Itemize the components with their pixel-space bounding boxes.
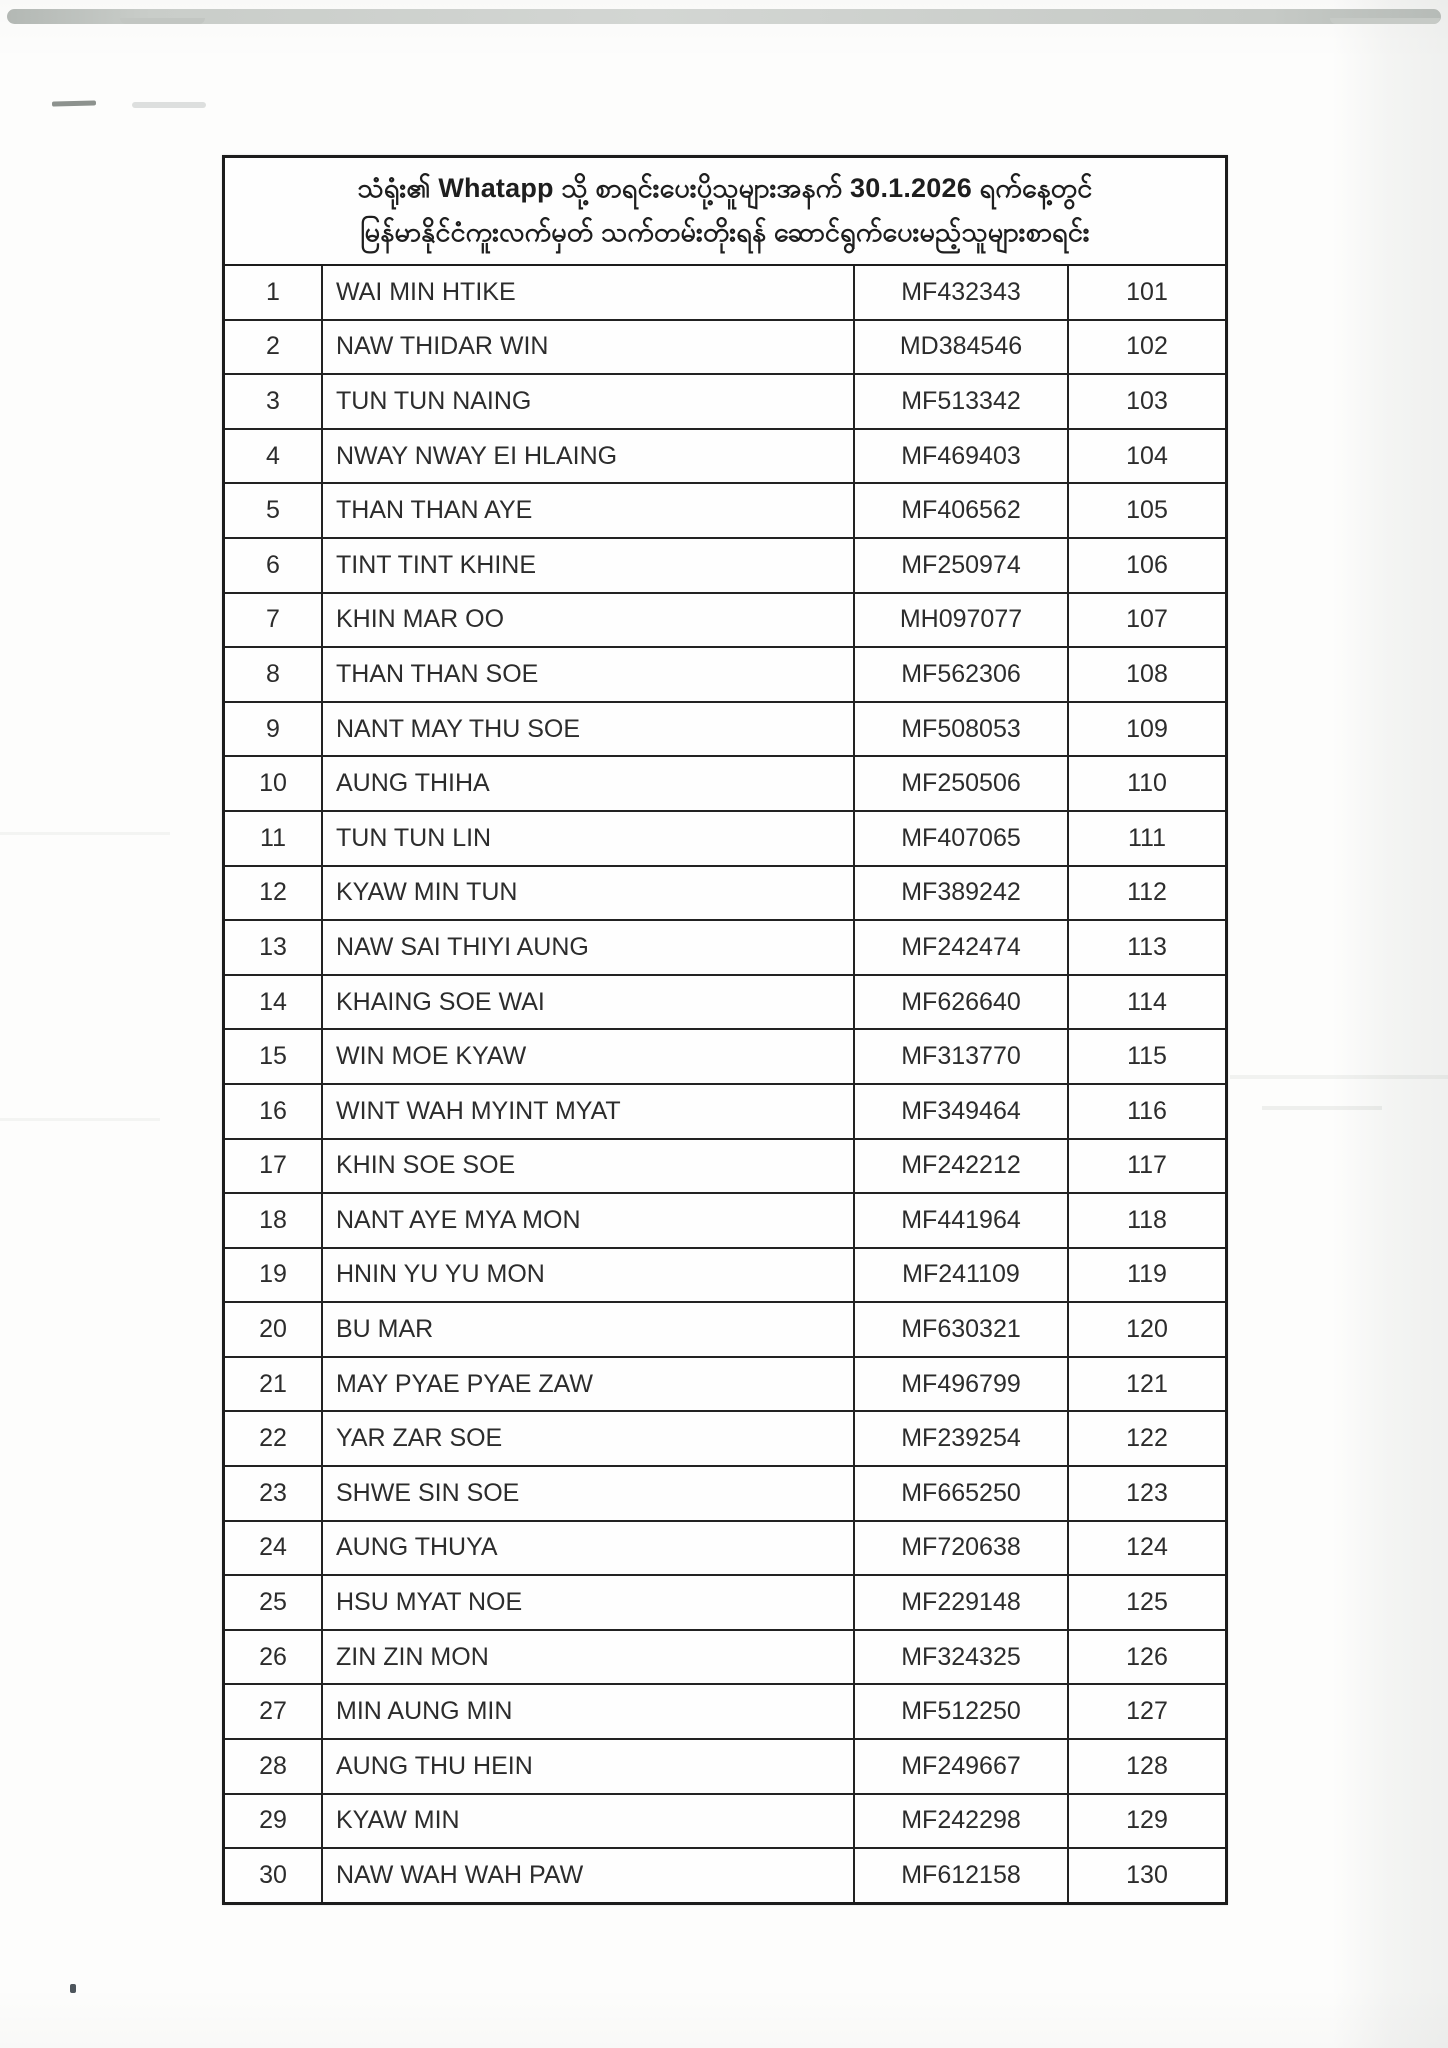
serial-number-cell: 112 [1067,867,1225,920]
passport-number-cell: MF389242 [853,867,1067,920]
scan-artifact-streak [1230,1075,1448,1079]
serial-number-cell: 119 [1067,1249,1225,1302]
passport-number-cell: MF250506 [853,757,1067,810]
passport-number-cell: MF665250 [853,1467,1067,1520]
serial-number-cell: 130 [1067,1849,1225,1902]
table-row [225,1356,1225,1411]
row-number-cell: 26 [259,1642,287,1671]
serial-number-cell: 122 [1067,1412,1225,1465]
table-row [225,755,1225,810]
row-number-cell: 8 [266,659,280,688]
table-row [225,1301,1225,1356]
row-number-cell: 17 [259,1151,287,1180]
person-name-cell: AUNG THUYA [321,1522,853,1575]
row-number-cell: 21 [259,1369,287,1398]
table-row [225,482,1225,537]
table-row [225,810,1225,865]
table-row [225,1847,1225,1902]
person-name-cell: THAN THAN AYE [321,484,853,537]
passport-number-cell: MF630321 [853,1303,1067,1356]
row-number-cell: 6 [266,550,280,579]
person-name-cell: BU MAR [321,1303,853,1356]
scan-artifact-dash [52,100,96,106]
serial-number-cell: 121 [1067,1358,1225,1411]
row-number-cell: 2 [266,332,280,361]
row-number-cell: 14 [259,987,287,1016]
serial-number-cell: 127 [1067,1685,1225,1738]
row-number-cell: 12 [259,878,287,907]
table-body [225,266,1225,1902]
row-number-cell: 16 [259,1096,287,1125]
passport-number-cell: MF242474 [853,921,1067,974]
table-row [225,1683,1225,1738]
table-title-line-1: သံရုံး၏ Whatapp သို့ စာရင်းပေးပို့သူများအနက် 30.1.2026 ရက်နေ့တွင် [357,173,1093,203]
passport-renewal-list-table [222,155,1228,1905]
table-row [225,1465,1225,1520]
passport-number-cell: MF324325 [853,1631,1067,1684]
scan-artifact-top-bar-notch-right [1330,18,1440,24]
person-name-cell: AUNG THU HEIN [321,1740,853,1793]
passport-number-cell: MF241109 [853,1249,1067,1302]
row-number-cell: 1 [266,277,280,306]
passport-number-cell: MF407065 [853,812,1067,865]
serial-number-cell: 110 [1067,757,1225,810]
serial-number-cell: 128 [1067,1740,1225,1793]
row-number-cell: 23 [259,1478,287,1507]
person-name-cell: WAI MIN HTIKE [321,266,853,319]
row-number-cell: 20 [259,1315,287,1344]
scan-artifact-streak [0,1118,160,1121]
serial-number-cell: 111 [1067,812,1225,865]
table-row [225,428,1225,483]
person-name-cell: MAY PYAE PYAE ZAW [321,1358,853,1411]
table-row [225,373,1225,428]
table-row [225,537,1225,592]
row-number-cell: 22 [259,1424,287,1453]
person-name-cell: YAR ZAR SOE [321,1412,853,1465]
row-number-cell: 28 [259,1751,287,1780]
passport-number-cell: MF229148 [853,1576,1067,1629]
serial-number-cell: 114 [1067,976,1225,1029]
person-name-cell: ZIN ZIN MON [321,1631,853,1684]
passport-number-cell: MF562306 [853,648,1067,701]
serial-number-cell: 115 [1067,1030,1225,1083]
person-name-cell: KYAW MIN [321,1795,853,1848]
row-number-cell: 5 [266,496,280,525]
table-row [225,701,1225,756]
passport-number-cell: MF250974 [853,539,1067,592]
row-number-cell: 7 [266,605,280,634]
person-name-cell: TUN TUN LIN [321,812,853,865]
table-row [225,1247,1225,1302]
table-row [225,319,1225,374]
row-number-cell: 10 [259,769,287,798]
table-row [225,646,1225,701]
passport-number-cell: MF512250 [853,1685,1067,1738]
person-name-cell: KHAING SOE WAI [321,976,853,1029]
scan-artifact-streak [1262,1106,1382,1110]
scan-artifact-top-bar [7,9,1441,24]
serial-number-cell: 109 [1067,703,1225,756]
passport-number-cell: MF441964 [853,1194,1067,1247]
row-number-cell: 24 [259,1533,287,1562]
passport-number-cell: MF239254 [853,1412,1067,1465]
serial-number-cell: 101 [1067,266,1225,319]
table-row [225,1738,1225,1793]
table-row [225,1410,1225,1465]
person-name-cell: KHIN SOE SOE [321,1140,853,1193]
row-number-cell: 25 [259,1588,287,1617]
passport-number-cell: MF313770 [853,1030,1067,1083]
row-number-cell: 29 [259,1806,287,1835]
serial-number-cell: 102 [1067,321,1225,374]
passport-number-cell: MF496799 [853,1358,1067,1411]
table-row [225,1574,1225,1629]
person-name-cell: NAW SAI THIYI AUNG [321,921,853,974]
person-name-cell: HNIN YU YU MON [321,1249,853,1302]
table-row [225,1520,1225,1575]
row-number-cell: 19 [259,1260,287,1289]
person-name-cell: MIN AUNG MIN [321,1685,853,1738]
serial-number-cell: 108 [1067,648,1225,701]
table-row [225,1629,1225,1684]
table-title-line-2: မြန်မာနိုင်ငံကူးလက်မှတ် သက်တမ်းတိုးရန် ဆောင်ရွက်ပေးမည့်သူများစာရင်း [360,217,1090,247]
table-row [225,1192,1225,1247]
person-name-cell: NANT AYE MYA MON [321,1194,853,1247]
serial-number-cell: 118 [1067,1194,1225,1247]
serial-number-cell: 103 [1067,375,1225,428]
passport-number-cell: MD384546 [853,321,1067,374]
serial-number-cell: 125 [1067,1576,1225,1629]
passport-number-cell: MF469403 [853,430,1067,483]
passport-number-cell: MF720638 [853,1522,1067,1575]
person-name-cell: NWAY NWAY EI HLAING [321,430,853,483]
row-number-cell: 3 [266,386,280,415]
passport-number-cell: MF626640 [853,976,1067,1029]
serial-number-cell: 123 [1067,1467,1225,1520]
row-number-cell: 18 [259,1205,287,1234]
passport-number-cell: MF242212 [853,1140,1067,1193]
table-row [225,1028,1225,1083]
table-row [225,266,1225,319]
row-number-cell: 11 [260,823,286,852]
serial-number-cell: 104 [1067,430,1225,483]
serial-number-cell: 113 [1067,921,1225,974]
person-name-cell: WIN MOE KYAW [321,1030,853,1083]
person-name-cell: AUNG THIHA [321,757,853,810]
row-number-cell: 4 [266,441,280,470]
serial-number-cell: 126 [1067,1631,1225,1684]
serial-number-cell: 129 [1067,1795,1225,1848]
serial-number-cell: 117 [1067,1140,1225,1193]
passport-number-cell: MF242298 [853,1795,1067,1848]
scan-artifact-streak [0,832,170,835]
passport-number-cell: MF249667 [853,1740,1067,1793]
passport-number-cell: MF406562 [853,484,1067,537]
table-row [225,919,1225,974]
passport-number-cell: MH097077 [853,594,1067,647]
passport-number-cell: MF612158 [853,1849,1067,1902]
passport-number-cell: MF349464 [853,1085,1067,1138]
person-name-cell: SHWE SIN SOE [321,1467,853,1520]
table-row [225,865,1225,920]
table-row [225,1083,1225,1138]
table-row [225,592,1225,647]
serial-number-cell: 107 [1067,594,1225,647]
person-name-cell: NAW WAH WAH PAW [321,1849,853,1902]
row-number-cell: 30 [259,1861,287,1890]
row-number-cell: 27 [259,1697,287,1726]
table-row [225,1793,1225,1848]
person-name-cell: NAW THIDAR WIN [321,321,853,374]
row-number-cell: 9 [266,714,280,743]
serial-number-cell: 124 [1067,1522,1225,1575]
passport-number-cell: MF513342 [853,375,1067,428]
serial-number-cell: 116 [1067,1085,1225,1138]
person-name-cell: KYAW MIN TUN [321,867,853,920]
person-name-cell: TINT TINT KHINE [321,539,853,592]
person-name-cell: KHIN MAR OO [321,594,853,647]
person-name-cell: HSU MYAT NOE [321,1576,853,1629]
person-name-cell: NANT MAY THU SOE [321,703,853,756]
passport-number-cell: MF508053 [853,703,1067,756]
table-header [225,158,1225,266]
scan-artifact-dot [70,1984,76,1993]
row-number-cell: 13 [259,932,287,961]
serial-number-cell: 105 [1067,484,1225,537]
scan-artifact-top-bar-notch-left [120,18,205,24]
person-name-cell: TUN TUN NAING [321,375,853,428]
serial-number-cell: 120 [1067,1303,1225,1356]
table-row [225,974,1225,1029]
table-row [225,1138,1225,1193]
person-name-cell: THAN THAN SOE [321,648,853,701]
scan-artifact-smudge [132,102,206,108]
passport-number-cell: MF432343 [853,266,1067,319]
serial-number-cell: 106 [1067,539,1225,592]
person-name-cell: WINT WAH MYINT MYAT [321,1085,853,1138]
row-number-cell: 15 [259,1042,287,1071]
